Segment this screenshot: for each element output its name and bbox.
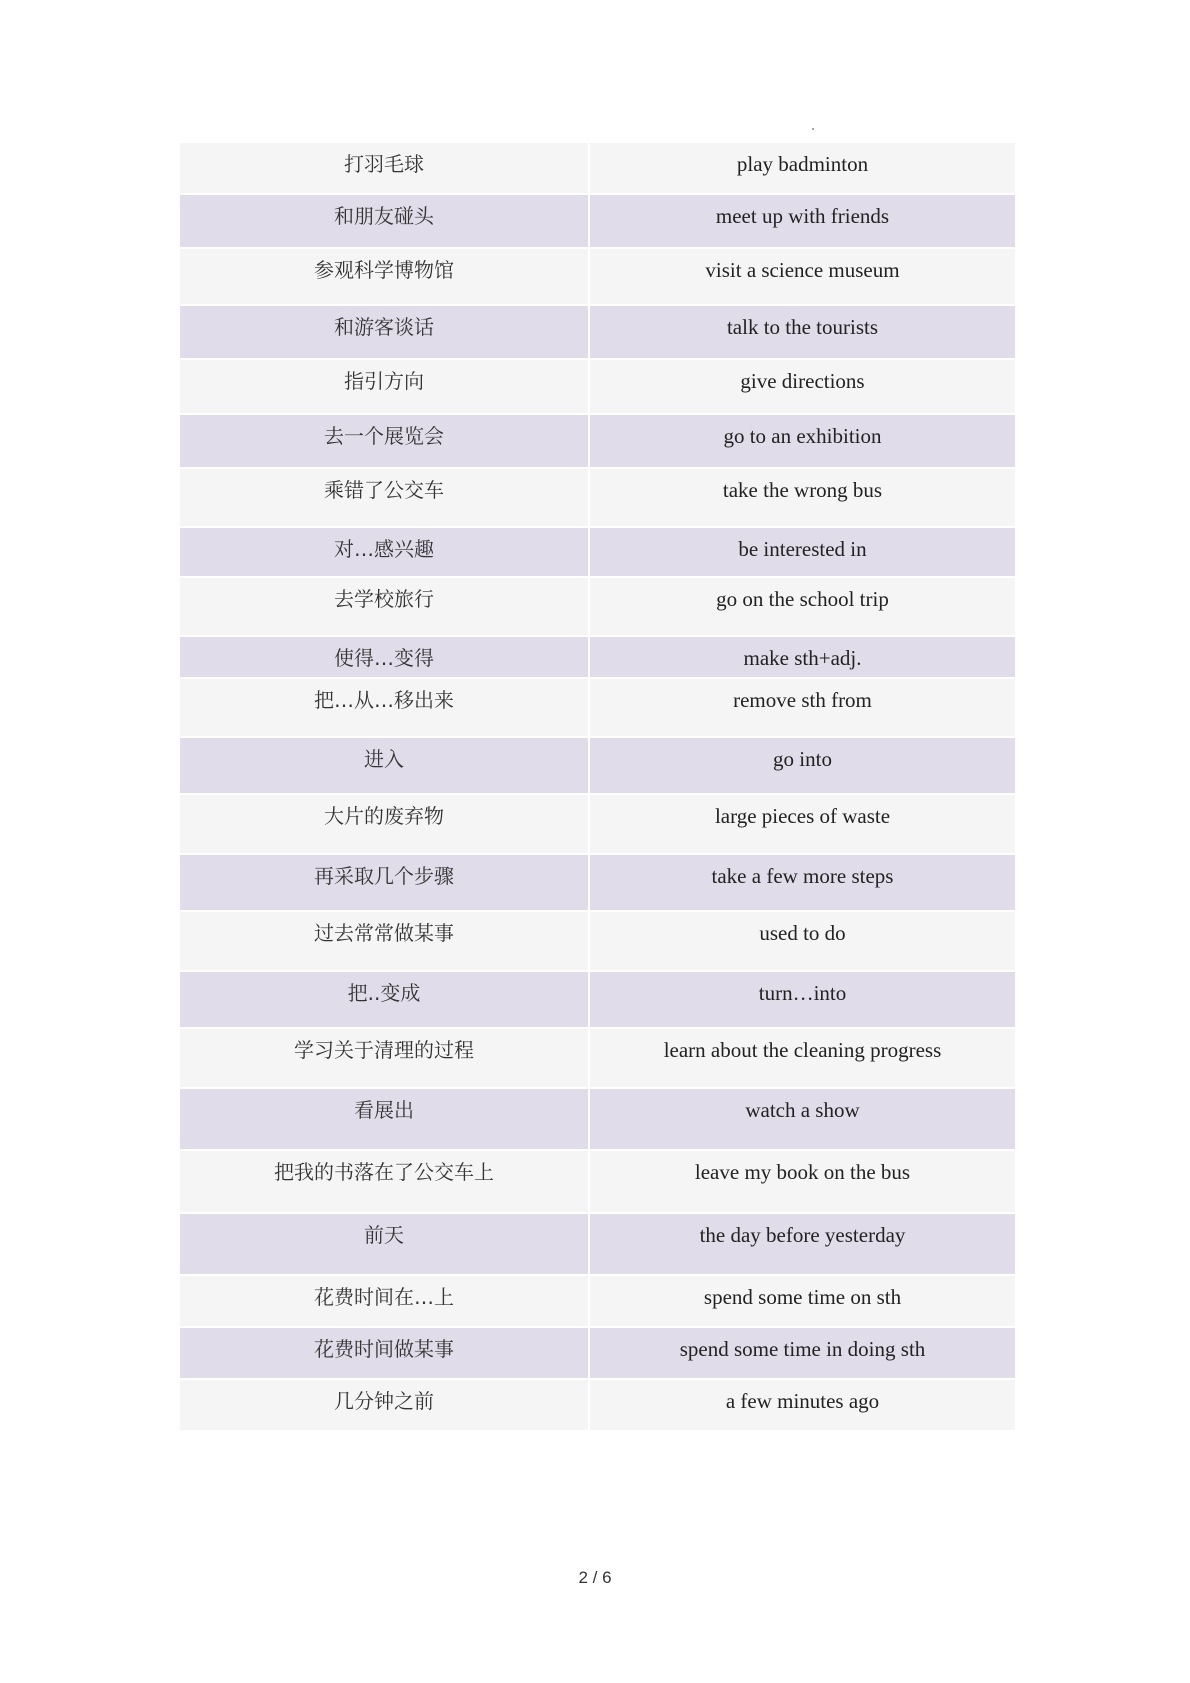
english-phrase-cell: go into	[773, 747, 832, 771]
english-phrase-cell: the day before yesterday	[699, 1223, 906, 1247]
english-phrase-cell: visit a science museum	[705, 258, 900, 282]
table-row	[180, 1151, 1015, 1212]
table-row	[180, 249, 1015, 304]
english-phrase-cell: remove sth from	[733, 688, 872, 712]
chinese-phrase-cell: 去学校旅行	[180, 578, 590, 635]
table-row	[180, 972, 1015, 1027]
table-row	[180, 1089, 1015, 1149]
table-row	[180, 1214, 1015, 1274]
english-phrase-cell: spend some time in doing sth	[679, 1337, 926, 1361]
english-phrase-cell: spend some time on sth	[703, 1285, 902, 1309]
table-row	[180, 1276, 1015, 1326]
english-phrase-cell: leave my book on the bus	[694, 1160, 911, 1184]
table-row	[180, 855, 1015, 910]
english-phrase-cell: watch a show	[745, 1098, 860, 1122]
table-row	[180, 528, 1015, 576]
chinese-phrase-cell: 使得…变得	[180, 637, 590, 677]
chinese-phrase-cell: 把…从…移出来	[180, 679, 590, 736]
english-phrase-cell: go on the school trip	[716, 587, 889, 611]
table-row	[180, 795, 1015, 853]
table-row	[180, 1380, 1015, 1430]
chinese-phrase-cell: 再采取几个步骤	[180, 855, 590, 910]
chinese-phrase-cell: 和朋友碰头	[180, 195, 590, 247]
english-phrase-cell: used to do	[759, 921, 846, 945]
english-phrase-cell: take the wrong bus	[722, 478, 883, 502]
table-row	[180, 912, 1015, 970]
english-phrase-cell: learn about the cleaning progress	[663, 1038, 942, 1062]
english-phrase-cell: large pieces of waste	[714, 804, 891, 828]
chinese-phrase-cell: 看展出	[180, 1089, 590, 1149]
chinese-phrase-cell: 前天	[180, 1214, 590, 1274]
chinese-phrase-cell: 过去常常做某事	[180, 912, 590, 970]
english-phrase-cell: be interested in	[738, 537, 867, 561]
table-row	[180, 679, 1015, 736]
chinese-phrase-cell: 打羽毛球	[180, 143, 590, 193]
english-phrase-cell: take a few more steps	[711, 864, 894, 888]
chinese-phrase-cell: 几分钟之前	[180, 1380, 590, 1430]
english-phrase-cell: play badminton	[736, 152, 869, 176]
chinese-phrase-cell: 把..变成	[180, 972, 590, 1027]
chinese-phrase-cell: 进入	[180, 738, 590, 793]
table-row	[180, 415, 1015, 467]
table-row	[180, 1328, 1015, 1378]
chinese-phrase-cell: 把我的书落在了公交车上	[180, 1151, 590, 1212]
chinese-phrase-cell: 和游客谈话	[180, 306, 590, 358]
chinese-phrase-cell: 花费时间做某事	[180, 1328, 590, 1378]
chinese-phrase-cell: 大片的废弃物	[180, 795, 590, 853]
table-row	[180, 578, 1015, 635]
english-phrase-cell: talk to the tourists	[726, 315, 879, 339]
english-phrase-cell: go to an exhibition	[723, 424, 882, 448]
page-number: 2 / 6	[578, 1568, 612, 1587]
chinese-phrase-cell: 指引方向	[180, 360, 590, 413]
table-row	[180, 195, 1015, 247]
table-row	[180, 637, 1015, 677]
table-row	[180, 306, 1015, 358]
english-phrase-cell: make sth+adj.	[743, 646, 862, 670]
english-phrase-cell: turn…into	[758, 981, 847, 1005]
chinese-phrase-cell: 参观科学博物馆	[180, 249, 590, 304]
table-row	[180, 469, 1015, 526]
table-row	[180, 1029, 1015, 1087]
chinese-phrase-cell: 去一个展览会	[180, 415, 590, 467]
stray-dot	[812, 128, 814, 130]
english-phrase-cell: give directions	[740, 369, 865, 393]
english-phrase-cell: meet up with friends	[715, 204, 890, 228]
table-row	[180, 738, 1015, 793]
chinese-phrase-cell: 对…感兴趣	[180, 528, 590, 576]
vocabulary-table	[180, 143, 1015, 1430]
table-row	[180, 360, 1015, 413]
english-phrase-cell: a few minutes ago	[725, 1389, 880, 1413]
table-row	[180, 143, 1015, 193]
chinese-phrase-cell: 花费时间在…上	[180, 1276, 590, 1326]
chinese-phrase-cell: 乘错了公交车	[180, 469, 590, 526]
chinese-phrase-cell: 学习关于清理的过程	[180, 1029, 590, 1087]
